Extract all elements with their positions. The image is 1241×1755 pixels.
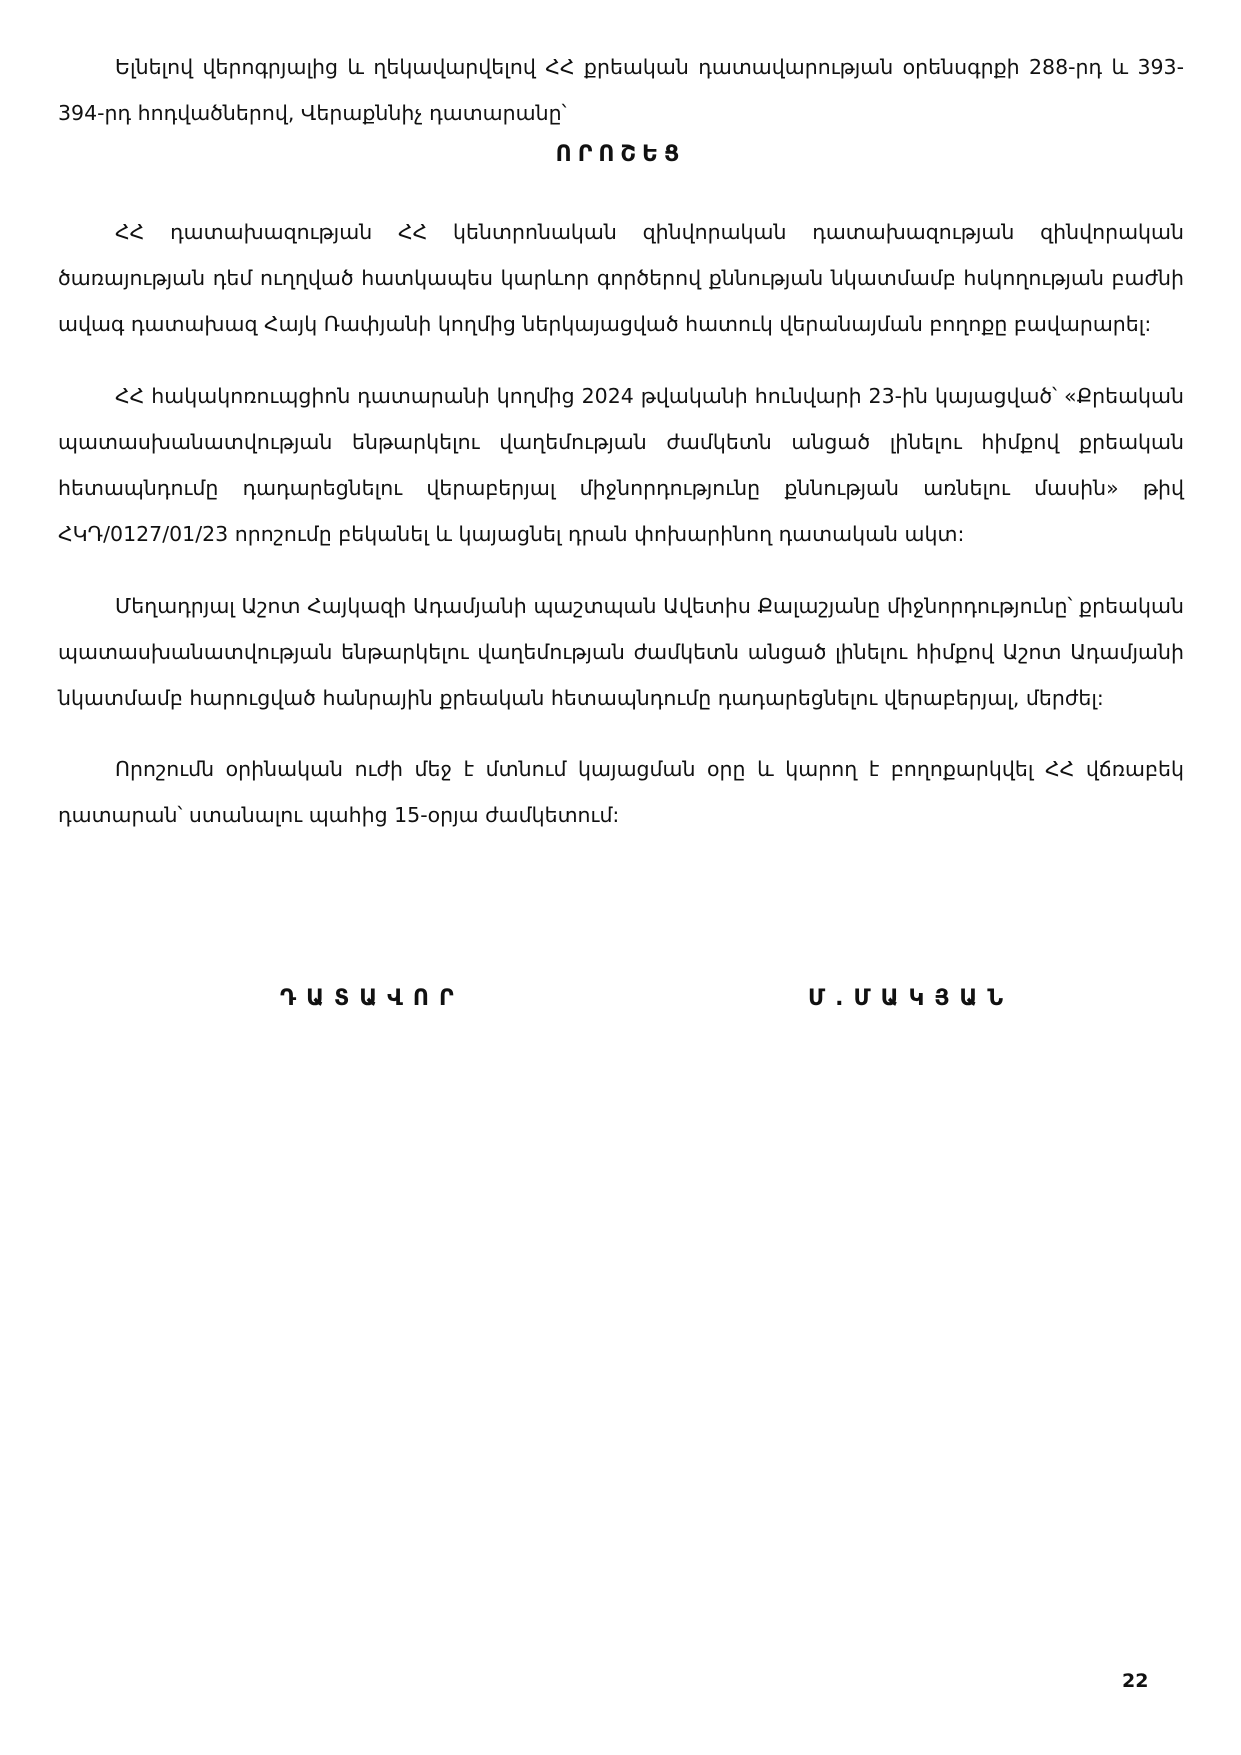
page-number: 22 — [1122, 1670, 1149, 1692]
paragraph-motion-rejected: Մեղադրյալ Աշոտ Հայկազի Ադամյանի պաշտպան Ավետիս Քալաշյանը միջնորդությունը՝ քրեական պատասխանատվության ենթարկելու վաղեմության ժամկետն անցած լինելու հիմքով Աշոտ Ադամյանի նկատմամբ հարուցված հանրային քրեական հետապնդումը դադարեցնելու վերաբերյալ, մերժել: — [58, 594, 1184, 710]
paragraph-appeal-granted: ՀՀ դատախազության ՀՀ կենտրոնական զինվորական դատախազության զինվորական ծառայության դեմ ուղղված հատկապես կարևոր գործերով քննության նկատմամբ հսկողության բաժնի ավագ դատախազ Հայկ Ռափյանի կողմից ներկայացված հատուկ վերանայման բողոքը բավարարել: — [58, 220, 1184, 336]
decision-heading: ՈՐՈՇԵՑ — [555, 142, 686, 167]
intro-paragraph: Ելնելով վերոգրյալից և ղեկավարվելով ՀՀ քրեական դատավարության օրենսգրքի 288-րդ և 393-394-րդ հոդվածներով, Վերաքննիչ դատարանը՝ — [58, 55, 1184, 125]
signature-role: ԴԱՏԱՎՈՐ — [280, 986, 464, 1011]
paragraph-decision-overturned: ՀՀ հակակոռուպցիոն դատարանի կողմից 2024 թվականի հունվարի 23-ին կայացված՝ «Քրեական պատասխանատվության ենթարկելու վաղեմության ժամկետն անցած լինելու հիմքով քրեական հետապնդումը դադարեցնելու վերաբերյալ միջնորդությունը քննության առնելու մասին» թիվ ՀԿԴ/0127/01/23 որոշումը բեկանել և կայացնել դրան փոխարինող դատական ակտ: — [58, 384, 1184, 546]
paragraph-entry-into-force: Որոշումն օրինական ուժի մեջ է մտնում կայացման օրը և կարող է բողոքարկվել ՀՀ վճռաբեկ դատարան՝ ստանալու պահից 15-օրյա ժամկետում: — [58, 757, 1184, 827]
signature-name: Մ.ՄԱԿՅԱՆ — [808, 986, 1014, 1011]
